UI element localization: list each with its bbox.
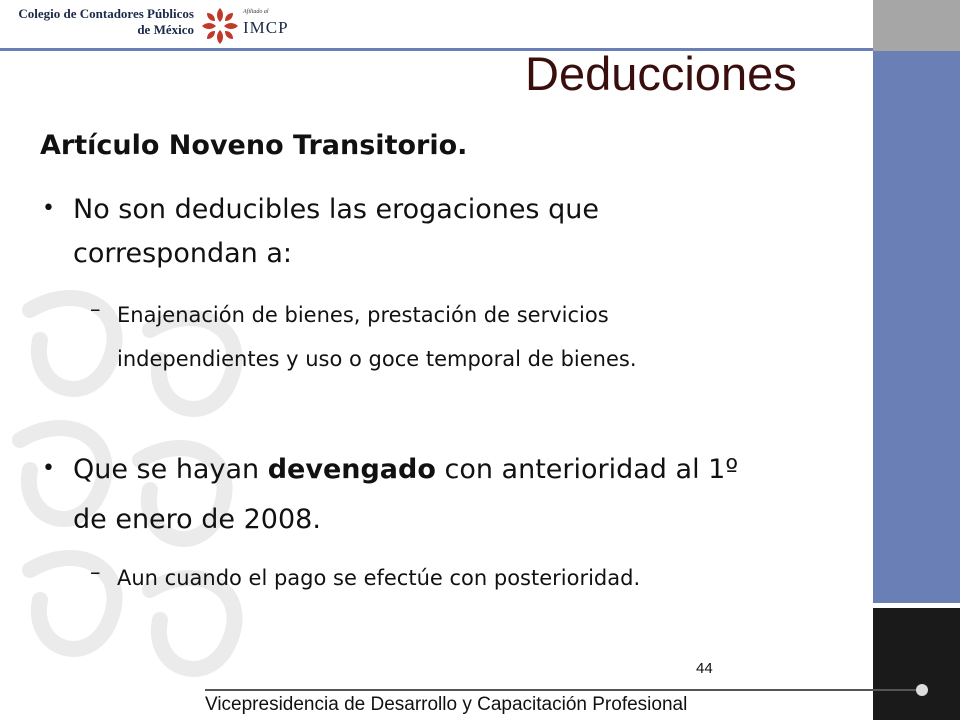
logo-affiliation: Afiliado al — [243, 9, 269, 15]
footer-dot-icon — [916, 684, 928, 696]
bullet1-sub-line1: Enajenación de bienes, prestación de servicios — [117, 303, 609, 327]
side-panel-blue — [873, 51, 960, 603]
logo-name-line1: Colegio de Contadores Públicos — [18, 6, 194, 21]
side-panel-dark — [873, 608, 960, 720]
footer-rule — [205, 689, 920, 691]
logo-name-line2: de México — [137, 22, 194, 37]
slide-title: Deducciones — [525, 47, 797, 100]
page-number: 44 — [696, 660, 713, 677]
bullet2-emphasis: devengado — [267, 454, 436, 485]
side-panel-top — [873, 0, 960, 51]
bullet2-text-before: Que se hayan — [73, 454, 268, 485]
bullet1-line2: correspondan a: — [73, 238, 292, 269]
bullet2-line1 — [73, 448, 738, 492]
slide-subtitle: Artículo Noveno Transitorio. — [40, 130, 468, 161]
bullet1-line1: No son deducibles las erogaciones que — [73, 194, 599, 225]
logo-emblem-icon — [198, 4, 242, 48]
watermark-pattern-icon — [0, 270, 300, 720]
bullet-dot-icon: • — [42, 196, 55, 221]
bullet1-sub-line2: independientes y uso o goce temporal de bienes. — [117, 347, 637, 371]
logo — [0, 0, 300, 56]
dash-icon: – — [90, 297, 101, 321]
bullet2-text-after: con anterioridad al 1º — [435, 454, 739, 485]
logo-name — [2, 6, 194, 38]
footer-text: Vicepresidencia de Desarrollo y Capacitación Profesional — [205, 694, 688, 715]
dash-icon: – — [90, 560, 101, 584]
bullet2-line2: de enero de 2008. — [73, 504, 321, 535]
logo-imcp: IMCP — [243, 18, 289, 37]
bullet-dot-icon: • — [42, 456, 55, 481]
bullet2-sub-line1: Aun cuando el pago se efectúe con posterioridad. — [117, 566, 641, 590]
